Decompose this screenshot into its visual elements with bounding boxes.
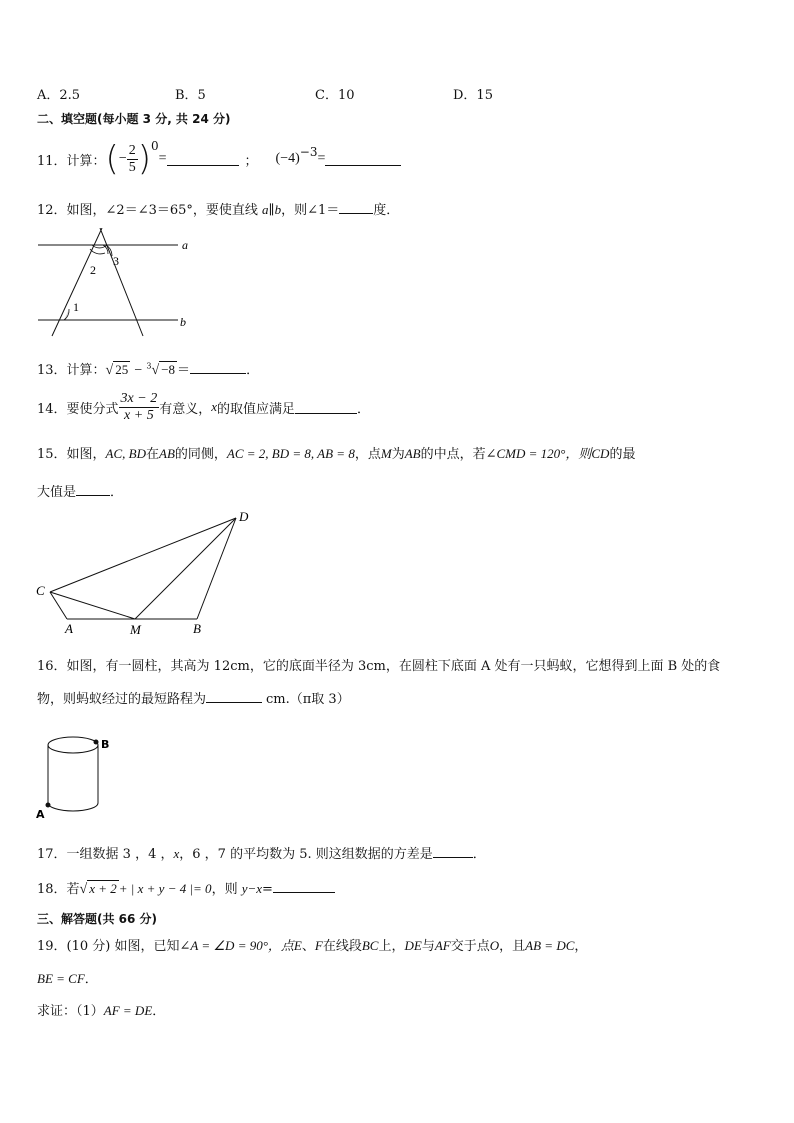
option-d: D．15 (453, 88, 493, 103)
q19-with: 与 (421, 939, 435, 954)
question-19-line-1 (37, 935, 587, 954)
q15-cmd: CMD (496, 446, 526, 461)
left-paren: ( (105, 139, 119, 179)
q14-prefix: 14．要使分式 (37, 401, 119, 417)
q15-t7: 的最 (609, 447, 636, 462)
fig12-label-1: 1 (73, 300, 79, 314)
q13-answer-blank (190, 361, 246, 374)
question-18 (37, 878, 335, 898)
q17-text-b: ，6 ，7 的平均数为 5. 则这组数据的方差是 (179, 847, 433, 862)
q11-answer-blank-2 (325, 153, 401, 166)
q19-e: E (293, 938, 302, 953)
question-16-line-2 (37, 688, 350, 707)
q16-answer-blank (206, 690, 262, 703)
q17-end: ． (472, 847, 486, 862)
q19-comma: 、 (301, 939, 315, 954)
q19-line2-end: ． (84, 972, 98, 987)
q15-m: M (380, 446, 392, 461)
fig15-label-c: C (36, 583, 45, 598)
fig12-label-a: a (182, 238, 188, 252)
option-b: B．5 (175, 88, 206, 103)
q14-denominator: x + 5 (124, 407, 154, 423)
radical-sign: √ (151, 363, 160, 378)
q19-abdc: AB = DC (525, 938, 575, 953)
q14-fraction (119, 391, 160, 424)
q14-mid: 有意义， (159, 401, 212, 417)
section-heading-fill-in: 二、填空题(每小题 3 分, 共 24 分) (37, 112, 231, 126)
q15-condition: AC = 2, BD = 8, AB = 8 (226, 446, 355, 461)
fig16-label-a: A (36, 808, 45, 821)
q11-answer-blank-1 (167, 153, 239, 166)
question-12 (37, 199, 399, 218)
fig15-label-a: A (65, 621, 73, 636)
q19-becf: BE = CF (37, 971, 85, 986)
fig12-label-2: 2 (90, 263, 96, 277)
question-14 (37, 388, 370, 426)
q19-prove: 求证：（1） (37, 1004, 104, 1019)
q12-answer-blank (339, 201, 373, 214)
q19-tail: ， (574, 939, 588, 954)
q19-eq: = ∠ (198, 938, 226, 953)
q19-o: O (489, 938, 500, 953)
q15-ab2: AB (404, 446, 421, 461)
figure-16-cylinder (32, 732, 122, 822)
q11-denominator: 5 (128, 159, 136, 175)
q17-x: x (173, 846, 180, 861)
q15-answer-blank (76, 483, 110, 496)
q19-bc: BC (361, 938, 379, 953)
fig15-label-m: M (130, 622, 141, 637)
q15-eq120: = 120°，则 (525, 446, 592, 461)
q16-line2a: 物，则蚂蚁经过的最短路程为 (37, 692, 207, 707)
q11-separator: ； (244, 153, 258, 169)
radical-sign: √ (105, 363, 114, 378)
fig16-label-b: B (101, 738, 110, 751)
q19-afde: AF = DE (103, 1003, 153, 1018)
q19-t1: 19．(10 分) 如图，已知∠ (37, 939, 191, 954)
q15-end: ． (110, 485, 124, 500)
figure-12-parallel-lines (30, 228, 210, 338)
right-paren: ) (137, 139, 151, 179)
question-19-line-2 (37, 968, 98, 987)
q15-acbd: AC, BD (105, 446, 146, 461)
question-15-line-1 (37, 443, 635, 462)
question-17 (37, 843, 486, 862)
fig12-label-b: b (180, 315, 186, 329)
q12-parallel: ∥ (268, 203, 275, 218)
q13-end: ． (246, 363, 260, 378)
q18-sqrt: x + 2 (89, 881, 117, 896)
q19-f: F (314, 938, 323, 953)
q12-a: a (262, 202, 269, 217)
q15-t4: ，点 (354, 447, 381, 462)
q19-d: D (225, 938, 235, 953)
point-b-dot (94, 740, 99, 745)
q19-and: ，且 (499, 939, 526, 954)
q17-answer-blank (433, 845, 473, 858)
q11-equals-2: = (317, 151, 326, 166)
q19-on2: 上， (378, 939, 405, 954)
q11-base: (−4) (275, 151, 300, 166)
q15-t2: 在 (146, 447, 160, 462)
q13-cbrt-neg8: −8 (161, 362, 176, 377)
q14-end: ． (357, 401, 371, 417)
q18-equals: = (262, 882, 273, 897)
q18-prefix: 18．若 (37, 882, 80, 897)
q14-answer-blank (295, 401, 357, 414)
q17-text-a: 17．一组数据 3 ，4 ， (37, 847, 174, 862)
q13-minus: − (134, 363, 143, 378)
q19-meet: 交于点 (450, 939, 490, 954)
q11-exponent-2: −3 (299, 145, 318, 159)
q14-text: 的取值应满足 (217, 401, 296, 417)
q12-text-c: 度． (373, 203, 400, 218)
question-13 (37, 359, 259, 379)
question-11 (37, 137, 401, 181)
q18-answer-blank (273, 880, 335, 893)
q12-text-a: 12．如图，∠2＝∠3＝65°，要使直线 (37, 203, 263, 218)
q15-ab: AB (159, 446, 175, 461)
q11-fraction (127, 143, 138, 176)
q15-t1: 15．如图， (37, 447, 106, 462)
q11-equals: = (158, 151, 167, 166)
fig12-label-3: 3 (113, 254, 119, 268)
radical-sign: √ (79, 882, 88, 897)
question-15-line-2 (37, 481, 123, 500)
q14-numerator: 3x − 2 (120, 390, 158, 406)
question-16-line-1: 16．如图，有一圆柱，其高为 12cm，它的底面半径为 3cm，在圆柱下底面 A 处有一只蚂蚁，它想得到上面 B 处的食 (37, 659, 721, 674)
q12-text-b: ，则∠1＝ (281, 203, 340, 218)
q14-x: x (211, 399, 218, 414)
q11-numerator: 2 (128, 142, 136, 158)
q11-minus: − (118, 151, 127, 166)
q13-cube-index: 3 (146, 361, 152, 371)
q13-prefix: 13．计算： (37, 363, 106, 378)
q12-b: b (274, 202, 282, 217)
q19-line3-end: ． (152, 1004, 166, 1019)
option-a: A．2.5 (37, 88, 81, 103)
q13-equals: ＝ (177, 363, 191, 378)
q19-de: DE (404, 938, 422, 953)
section-heading-solve: 三、解答题(共 66 分) (37, 912, 158, 926)
q15-t6: 的中点，若∠ (420, 447, 497, 462)
q15-t3: 的同侧， (174, 447, 227, 462)
q15-cd: CD (591, 446, 610, 461)
q15-line2: 大值是 (37, 485, 77, 500)
figure-15-triangle (30, 506, 260, 638)
q13-sqrt-25: 25 (115, 362, 129, 377)
option-c: C．10 (315, 88, 355, 103)
question-19-line-3 (37, 1000, 165, 1019)
fig15-label-d: D (239, 509, 249, 524)
q11-exponent-0: 0 (150, 139, 159, 153)
q18-mid: ，则 (211, 882, 242, 897)
q15-t5: 为 (391, 447, 405, 462)
q11-prefix: 11．计算： (37, 153, 106, 169)
q19-deg: = 90°，点 (234, 938, 294, 953)
q16-line2b: cm.（π取 3） (266, 692, 350, 707)
fig15-label-b: B (193, 621, 201, 636)
q18-rest: + | x + y − 4 |= 0 (118, 881, 212, 896)
q19-on: 在线段 (322, 939, 362, 954)
q19-a: A (190, 938, 199, 953)
q18-yx: y−x (241, 881, 263, 896)
point-a-dot (46, 803, 51, 808)
q19-af: AF (434, 938, 451, 953)
